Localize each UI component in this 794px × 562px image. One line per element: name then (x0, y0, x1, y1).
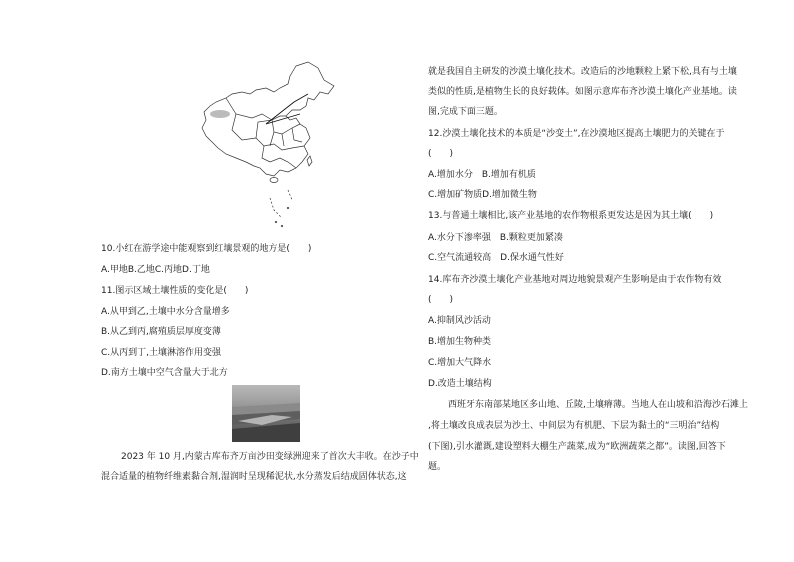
q14-paren: ( ) (428, 295, 454, 305)
q14-option-d: D.改造土壤结构 (428, 379, 492, 389)
taiwan-island (307, 156, 312, 166)
passage2-line-4: 题。 (428, 462, 447, 472)
tarim-basin-shade (210, 110, 230, 118)
passage-line-1: 2023 年 10 月,内蒙古库布齐万亩沙田变绿洲迎来了首次大丰收。在沙子中 (121, 452, 419, 462)
passage-cont-line-3: 图,完成下面三题。 (428, 107, 503, 117)
passage-line-2: 混合适量的植物纤维素黏合剂,湿润时呈现稀泥状,水分蒸发后结成固体状态,这 (101, 472, 407, 482)
q13-options-cd: C.空气流通较高 D.保水通气性好 (428, 253, 564, 263)
q14-option-b: B.增加生物种类 (428, 337, 492, 347)
q10-options: A.甲地B.乙地C.丙地D.丁地 (101, 265, 210, 275)
q12-stem: 12.沙漠土壤化技术的本质是“沙变土”,在沙漠地区提高土壤肥力的关键在于 (428, 129, 725, 139)
passage-cont-line-1: 就是我国自主研发的沙漠土壤化技术。改造后的沙地颗粒上紧下松,具有与土壤 (428, 67, 737, 77)
desert-farmland-photo (232, 385, 300, 442)
q12-options-ab: A.增加水分 B.增加有机质 (428, 170, 536, 180)
map-internal-2 (232, 114, 304, 150)
q11-option-a: A.从甲到乙,土壤中水分含量增多 (101, 307, 230, 317)
passage-cont-line-2: 类似的性质,是植物生长的良好载体。如图示意库布齐沙漠土壤化产业基地。读 (428, 87, 737, 97)
map-route-line-2 (266, 114, 300, 124)
passage2-line-1: 西班牙东南部某地区多山地、丘陵,土壤瘠薄。当地人在山坡和沿海沙石滩上 (448, 400, 748, 410)
q12-options-cd: C.增加矿物质D.增加微生物 (428, 190, 537, 200)
map-internal-5 (270, 128, 302, 146)
q14-stem: 14.库布齐沙漠土壤化产业基地对周边地貌景观产生影响是由于农作物有效 (428, 275, 722, 285)
south-china-sea-islands (270, 190, 292, 218)
q13-options-ab: A.水分下渗率强 B.颗粒更加紧凑 (428, 233, 563, 243)
q14-option-c: C.增加大气降水 (428, 358, 492, 368)
q11-option-c: C.从丙到丁,土壤淋溶作用变强 (101, 348, 222, 358)
map-internal-4 (262, 146, 296, 168)
china-map-figure (196, 58, 344, 230)
q10-stem: 10.小红在游学途中能观察到红壤景观的地方是( ) (101, 244, 312, 254)
passage2-line-2: ,将土壤改良成表层为沙土、中间层为有机肥、下层为黏土的“三明治”结构 (428, 421, 720, 431)
q11-stem: 11.图示区域土壤性质的变化是( ) (101, 286, 249, 296)
passage2-line-3: (下图),引水灌溉,建设塑料大棚生产蔬菜,成为“欧洲蔬菜之都”。读图,回答下 (428, 442, 726, 452)
q13-stem: 13.与普通土壤相比,该产业基地的农作物根系更发达是因为其土壤( ) (428, 211, 714, 221)
q11-option-d: D.南方土壤中空气含量大于北方 (101, 368, 228, 378)
hainan-island (270, 178, 278, 183)
map-outline (202, 62, 334, 176)
q11-option-b: B.从乙到丙,腐殖质层厚度变薄 (101, 327, 221, 337)
q12-paren: ( ) (428, 149, 454, 159)
q14-option-a: A.抑制风沙活动 (428, 316, 491, 326)
